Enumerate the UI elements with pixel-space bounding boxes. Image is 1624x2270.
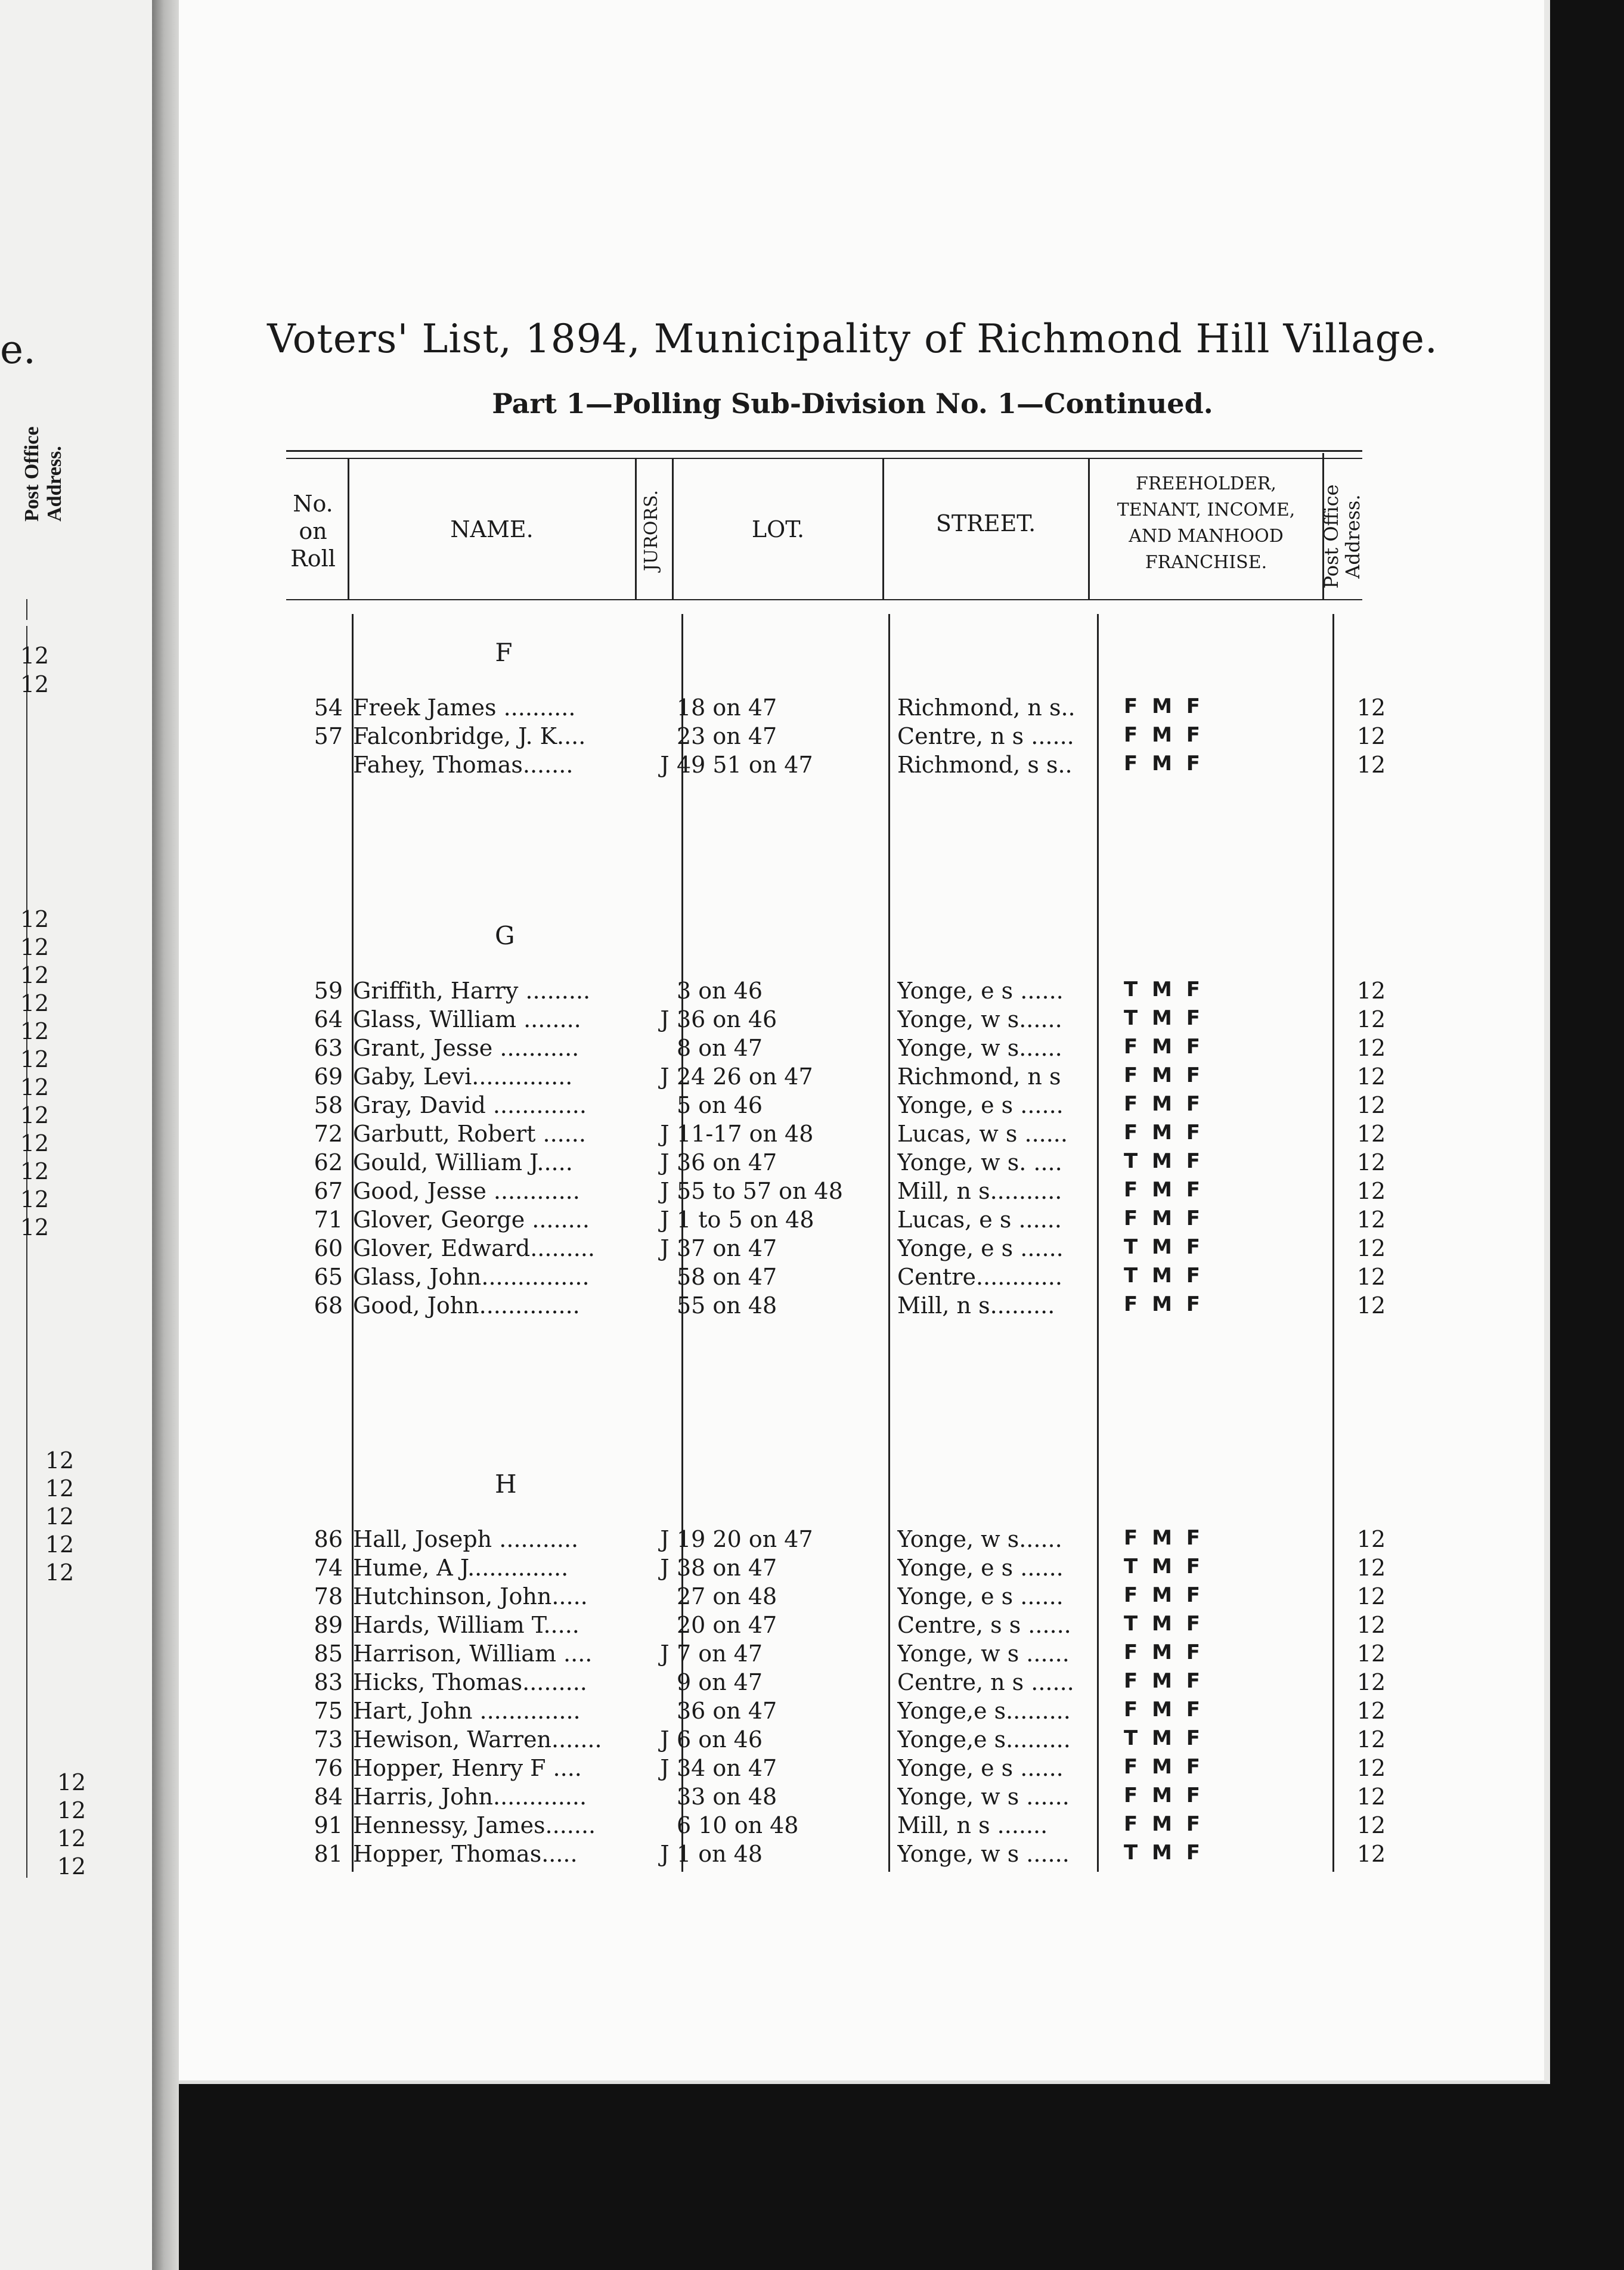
franchise-cell: F M F	[1124, 1698, 1204, 1722]
table-row	[286, 1178, 1431, 1207]
col-divider	[635, 459, 637, 600]
voter-name-cell: Harrison, William ....	[353, 1641, 593, 1667]
table-row	[286, 1583, 1431, 1612]
header-lot: LOT.	[751, 516, 805, 542]
left-page-fragment	[0, 0, 152, 2270]
street-cell: Mill, n s.........	[897, 1292, 1055, 1319]
post-office-cell: 12	[1356, 1841, 1386, 1867]
juror-mark-cell: J	[660, 1149, 670, 1176]
left-page-number: 12	[20, 1018, 49, 1044]
voter-name-cell: Hall, Joseph ...........	[353, 1526, 579, 1552]
street-cell: Lucas, e s ......	[897, 1207, 1062, 1233]
post-office-cell: 12	[1356, 1121, 1386, 1147]
lot-cell: 6 on 46	[677, 1726, 763, 1753]
table-top-rule	[286, 450, 1362, 452]
table-row	[286, 1264, 1431, 1292]
juror-mark-cell: J	[660, 1235, 670, 1261]
street-cell: Centre, n s ......	[897, 1669, 1074, 1695]
franchise-cell: F M F	[1124, 1669, 1204, 1693]
street-cell: Mill, n s .......	[897, 1812, 1048, 1838]
voter-name-cell: Harris, John.............	[353, 1784, 587, 1810]
franchise-cell: F M F	[1124, 1641, 1204, 1664]
voter-name-cell: Griffith, Harry .........	[353, 978, 591, 1004]
left-page-number: 12	[45, 1559, 75, 1586]
voter-name-cell: Hart, John ..............	[353, 1698, 581, 1724]
street-cell: Richmond, n s	[897, 1063, 1061, 1090]
roll-number-cell: 57	[314, 723, 343, 749]
post-office-cell: 12	[1356, 1812, 1386, 1838]
left-page-number: 12	[45, 1503, 75, 1530]
table-row	[286, 1526, 1431, 1555]
roll-number-cell: 67	[314, 1178, 343, 1204]
roll-number-cell: 83	[314, 1669, 343, 1695]
post-office-cell: 12	[1356, 1755, 1386, 1781]
table-row	[286, 723, 1431, 752]
table-row	[286, 1063, 1431, 1092]
street-cell: Centre............	[897, 1264, 1062, 1290]
juror-mark-cell: J	[660, 1755, 670, 1781]
roll-number-cell: 89	[314, 1612, 343, 1638]
juror-mark-cell: J	[660, 752, 670, 778]
roll-number-cell: 72	[314, 1121, 343, 1147]
roll-number-cell: 74	[314, 1555, 343, 1581]
header-name: NAME.	[450, 516, 534, 542]
lot-cell: 19 20 on 47	[677, 1526, 813, 1552]
street-cell: Yonge, w s ......	[897, 1784, 1070, 1810]
street-cell: Yonge, w s ......	[897, 1641, 1070, 1667]
table-row	[286, 1669, 1431, 1698]
section-letter: H	[495, 1469, 517, 1499]
voter-name-cell: Good, Jesse ............	[353, 1178, 580, 1204]
left-page-number: 12	[20, 1074, 49, 1100]
lot-cell: 9 on 47	[677, 1669, 763, 1695]
table-row	[286, 1755, 1431, 1784]
post-office-cell: 12	[1356, 1698, 1386, 1724]
street-cell: Yonge,e s.........	[897, 1698, 1071, 1724]
left-page-number: 12	[45, 1531, 75, 1558]
header-no-on-roll	[280, 490, 346, 572]
roll-number-cell: 69	[314, 1063, 343, 1090]
lot-cell: 3 on 46	[677, 978, 763, 1004]
header-franchise-line: AND MANHOOD	[1129, 526, 1284, 547]
voter-name-cell: Gould, William J.....	[353, 1149, 573, 1176]
roll-number-cell: 85	[314, 1641, 343, 1667]
roll-number-cell: 84	[314, 1784, 343, 1810]
franchise-cell: F M F	[1124, 694, 1204, 718]
voter-name-cell: Hewison, Warren.......	[353, 1726, 602, 1753]
left-page-number: 12	[20, 1214, 49, 1241]
roll-number-cell: 59	[314, 978, 343, 1004]
table-row	[286, 1841, 1431, 1869]
franchise-cell: F M F	[1124, 1292, 1204, 1316]
post-office-cell: 12	[1356, 978, 1386, 1004]
left-page-number: 12	[57, 1769, 86, 1795]
lot-cell: 55 to 57 on 48	[677, 1178, 843, 1204]
table-row	[286, 1092, 1431, 1121]
lot-cell: 7 on 47	[677, 1641, 763, 1667]
franchise-cell: T M F	[1124, 1841, 1204, 1865]
roll-number-cell: 86	[314, 1526, 343, 1552]
street-cell: Yonge, w s ......	[897, 1841, 1070, 1867]
franchise-cell: F M F	[1124, 1092, 1204, 1116]
post-office-cell: 12	[1356, 1555, 1386, 1581]
post-office-cell: 12	[1356, 1063, 1386, 1090]
lot-cell: 36 on 47	[677, 1149, 777, 1176]
roll-number-cell: 73	[314, 1726, 343, 1753]
voter-name-cell: Hicks, Thomas.........	[353, 1669, 587, 1695]
franchise-cell: T M F	[1124, 1006, 1204, 1030]
lot-cell: 34 on 47	[677, 1755, 777, 1781]
post-office-cell: 12	[1356, 1292, 1386, 1319]
juror-mark-cell: J	[660, 1555, 670, 1581]
left-page-number: 12	[20, 1130, 49, 1156]
table-row	[286, 1207, 1431, 1235]
header-on-line: on	[299, 518, 327, 544]
post-office-cell: 12	[1356, 1669, 1386, 1695]
franchise-cell: F M F	[1124, 1207, 1204, 1230]
franchise-cell: F M F	[1124, 1178, 1204, 1202]
table-row	[286, 1812, 1431, 1841]
street-cell: Yonge, e s ......	[897, 1755, 1064, 1781]
roll-number-cell: 71	[314, 1207, 343, 1233]
table-row	[286, 1006, 1431, 1035]
street-cell: Mill, n s..........	[897, 1178, 1062, 1204]
post-office-cell: 12	[1356, 1526, 1386, 1552]
post-office-cell: 12	[1356, 1264, 1386, 1290]
franchise-cell: T M F	[1124, 1235, 1204, 1259]
juror-mark-cell: J	[660, 1178, 670, 1204]
juror-mark-cell: J	[660, 1641, 670, 1667]
post-office-cell: 12	[1356, 1006, 1386, 1032]
roll-number-cell: 91	[314, 1812, 343, 1838]
left-page-number: 12	[45, 1447, 75, 1474]
street-cell: Centre, n s ......	[897, 723, 1074, 749]
street-cell: Richmond, s s..	[897, 752, 1073, 778]
voter-name-cell: Gray, David .............	[353, 1092, 587, 1118]
voter-name-cell: Glover, George ........	[353, 1207, 590, 1233]
left-page-rule	[26, 599, 27, 620]
left-page-number: 12	[20, 1102, 49, 1128]
voter-name-cell: Fahey, Thomas.......	[353, 752, 574, 778]
post-office-cell: 12	[1356, 1726, 1386, 1753]
voter-name-cell: Good, John..............	[353, 1292, 580, 1319]
table-row	[286, 1612, 1431, 1641]
lot-cell: 36 on 47	[677, 1698, 777, 1724]
juror-mark-cell: J	[660, 1726, 670, 1753]
lot-cell: 1 on 48	[677, 1841, 763, 1867]
lot-cell: 1 to 5 on 48	[677, 1207, 814, 1233]
lot-cell: 36 on 46	[677, 1006, 777, 1032]
voter-name-cell: Hards, William T.....	[353, 1612, 579, 1638]
book-spine	[152, 0, 179, 2270]
lot-cell: 27 on 48	[677, 1583, 777, 1610]
roll-number-cell: 63	[314, 1035, 343, 1061]
header-franchise-line: FRANCHISE.	[1145, 552, 1267, 573]
street-cell: Yonge, e s ......	[897, 978, 1064, 1004]
lot-cell: 58 on 47	[677, 1264, 777, 1290]
post-office-cell: 12	[1356, 1612, 1386, 1638]
table-row	[286, 1726, 1431, 1755]
franchise-cell: F M F	[1124, 752, 1204, 776]
header-roll-line: Roll	[290, 545, 336, 572]
juror-mark-cell: J	[660, 1841, 670, 1867]
header-no-line: No.	[293, 491, 333, 517]
post-office-cell: 12	[1356, 1641, 1386, 1667]
table-row	[286, 1035, 1431, 1063]
post-office-cell: 12	[1356, 694, 1386, 721]
left-page-number: 12	[20, 906, 49, 932]
voter-name-cell: Gaby, Levi..............	[353, 1063, 573, 1090]
voter-name-cell: Freek James ..........	[353, 694, 576, 721]
franchise-cell: T M F	[1124, 978, 1204, 1001]
roll-number-cell: 62	[314, 1149, 343, 1176]
voter-name-cell: Hume, A J..............	[353, 1555, 569, 1581]
left-page-number: 12	[20, 1046, 49, 1072]
voter-name-cell: Hutchinson, John.....	[353, 1583, 588, 1610]
franchise-cell: T M F	[1124, 1555, 1204, 1579]
voter-name-cell: Hopper, Thomas.....	[353, 1841, 578, 1867]
left-page-number: 12	[20, 934, 49, 960]
table-row	[286, 1292, 1431, 1321]
left-page-number: 12	[20, 962, 49, 988]
left-page-number: 12	[57, 1853, 86, 1880]
left-page-number: 12	[20, 1158, 49, 1184]
voter-name-cell: Hennessy, James.......	[353, 1812, 596, 1838]
header-post-office: Post Office Address.	[1320, 484, 1364, 589]
franchise-cell: F M F	[1124, 1583, 1204, 1607]
roll-number-cell: 78	[314, 1583, 343, 1610]
section-letter: F	[495, 638, 513, 667]
street-cell: Yonge, e s ......	[897, 1555, 1064, 1581]
table-row	[286, 1698, 1431, 1726]
franchise-cell: F M F	[1124, 1526, 1204, 1550]
street-cell: Centre, s s ......	[897, 1612, 1071, 1638]
juror-mark-cell: J	[660, 1006, 670, 1032]
roll-number-cell: 65	[314, 1264, 343, 1290]
page-subtitle: Part 1—Polling Sub-Division No. 1—Continued.	[492, 387, 1213, 420]
post-office-cell: 12	[1356, 723, 1386, 749]
table-header-rule	[286, 599, 1362, 600]
table-row	[286, 694, 1431, 723]
roll-number-cell: 81	[314, 1841, 343, 1867]
roll-number-cell: 76	[314, 1755, 343, 1781]
franchise-cell: F M F	[1124, 1812, 1204, 1836]
franchise-cell: F M F	[1124, 1121, 1204, 1145]
street-cell: Yonge, w s......	[897, 1006, 1062, 1032]
lot-cell: 11-17 on 48	[677, 1121, 814, 1147]
street-cell: Richmond, n s..	[897, 694, 1076, 721]
street-cell: Yonge, w s. ....	[897, 1149, 1062, 1176]
voter-name-cell: Falconbridge, J. K....	[353, 723, 586, 749]
roll-number-cell: 58	[314, 1092, 343, 1118]
lot-cell: 24 26 on 47	[677, 1063, 813, 1090]
left-page-number: 12	[20, 643, 49, 669]
lot-cell: 6 10 on 48	[677, 1812, 799, 1838]
street-cell: Yonge, e s ......	[897, 1235, 1064, 1261]
lot-cell: 55 on 48	[677, 1292, 777, 1319]
juror-mark-cell: J	[660, 1526, 670, 1552]
table-row	[286, 978, 1431, 1006]
header-street: STREET.	[935, 510, 1036, 537]
lot-cell: 23 on 47	[677, 723, 777, 749]
left-page-number: 12	[20, 1186, 49, 1212]
street-cell: Yonge,e s.........	[897, 1726, 1071, 1753]
franchise-cell: T M F	[1124, 1264, 1204, 1288]
post-office-cell: 12	[1356, 1583, 1386, 1610]
voter-name-cell: Grant, Jesse ...........	[353, 1035, 579, 1061]
lot-cell: 49 51 on 47	[677, 752, 813, 778]
voter-name-cell: Hopper, Henry F ....	[353, 1755, 582, 1781]
lot-cell: 38 on 47	[677, 1555, 777, 1581]
voter-name-cell: Glass, John...............	[353, 1264, 590, 1290]
header-jurors: JURORS.	[641, 489, 662, 572]
table-row	[286, 1121, 1431, 1149]
lot-cell: 20 on 47	[677, 1612, 777, 1638]
street-cell: Lucas, w s ......	[897, 1121, 1068, 1147]
juror-mark-cell: J	[660, 1121, 670, 1147]
table-row	[286, 752, 1431, 780]
roll-number-cell: 60	[314, 1235, 343, 1261]
table-top-rule-2	[286, 458, 1362, 459]
street-cell: Yonge, w s......	[897, 1035, 1062, 1061]
post-office-cell: 12	[1356, 1035, 1386, 1061]
post-office-cell: 12	[1356, 1092, 1386, 1118]
left-page-edge-letter: e.	[0, 327, 36, 373]
page-title: Voters' List, 1894, Municipality of Richmond Hill Village.	[267, 316, 1438, 362]
post-office-cell: 12	[1356, 1178, 1386, 1204]
lot-cell: 8 on 47	[677, 1035, 763, 1061]
header-franchise-line: FREEHOLDER,	[1136, 473, 1276, 494]
franchise-cell: T M F	[1124, 1612, 1204, 1636]
header-franchise-line: TENANT, INCOME,	[1117, 500, 1296, 520]
voter-name-cell: Glover, Edward.........	[353, 1235, 595, 1261]
header-franchise	[1090, 471, 1322, 576]
left-page-number: 12	[20, 990, 49, 1016]
table-row	[286, 1641, 1431, 1669]
left-page-rule	[26, 626, 27, 1878]
franchise-cell: F M F	[1124, 1035, 1204, 1059]
lot-cell: 33 on 48	[677, 1784, 777, 1810]
street-cell: Yonge, e s ......	[897, 1583, 1064, 1610]
post-office-cell: 12	[1356, 1784, 1386, 1810]
franchise-cell: F M F	[1124, 1755, 1204, 1779]
franchise-cell: F M F	[1124, 1063, 1204, 1087]
voter-name-cell: Glass, William ........	[353, 1006, 581, 1032]
voter-name-cell: Garbutt, Robert ......	[353, 1121, 586, 1147]
table-row	[286, 1149, 1431, 1178]
post-office-cell: 12	[1356, 1149, 1386, 1176]
table-row	[286, 1555, 1431, 1583]
roll-number-cell: 54	[314, 694, 343, 721]
left-page-number: 12	[45, 1475, 75, 1502]
post-office-cell: 12	[1356, 1207, 1386, 1233]
franchise-cell: T M F	[1124, 1726, 1204, 1750]
roll-number-cell: 68	[314, 1292, 343, 1319]
lot-cell: 5 on 46	[677, 1092, 763, 1118]
juror-mark-cell: J	[660, 1063, 670, 1090]
post-office-cell: 12	[1356, 1235, 1386, 1261]
lot-cell: 37 on 47	[677, 1235, 777, 1261]
section-letter: G	[495, 921, 515, 950]
left-page-number: 12	[57, 1797, 86, 1824]
roll-number-cell: 64	[314, 1006, 343, 1032]
table-row	[286, 1784, 1431, 1812]
franchise-cell: T M F	[1124, 1149, 1204, 1173]
left-page-number: 12	[20, 671, 49, 697]
left-page-column-header: Post Office Address.	[21, 426, 66, 522]
street-cell: Yonge, w s......	[897, 1526, 1062, 1552]
roll-number-cell: 75	[314, 1698, 343, 1724]
franchise-cell: F M F	[1124, 1784, 1204, 1807]
post-office-cell: 12	[1356, 752, 1386, 778]
franchise-cell: F M F	[1124, 723, 1204, 747]
street-cell: Yonge, e s ......	[897, 1092, 1064, 1118]
lot-cell: 18 on 47	[677, 694, 777, 721]
table-row	[286, 1235, 1431, 1264]
juror-mark-cell: J	[660, 1207, 670, 1233]
left-page-number: 12	[57, 1825, 86, 1852]
